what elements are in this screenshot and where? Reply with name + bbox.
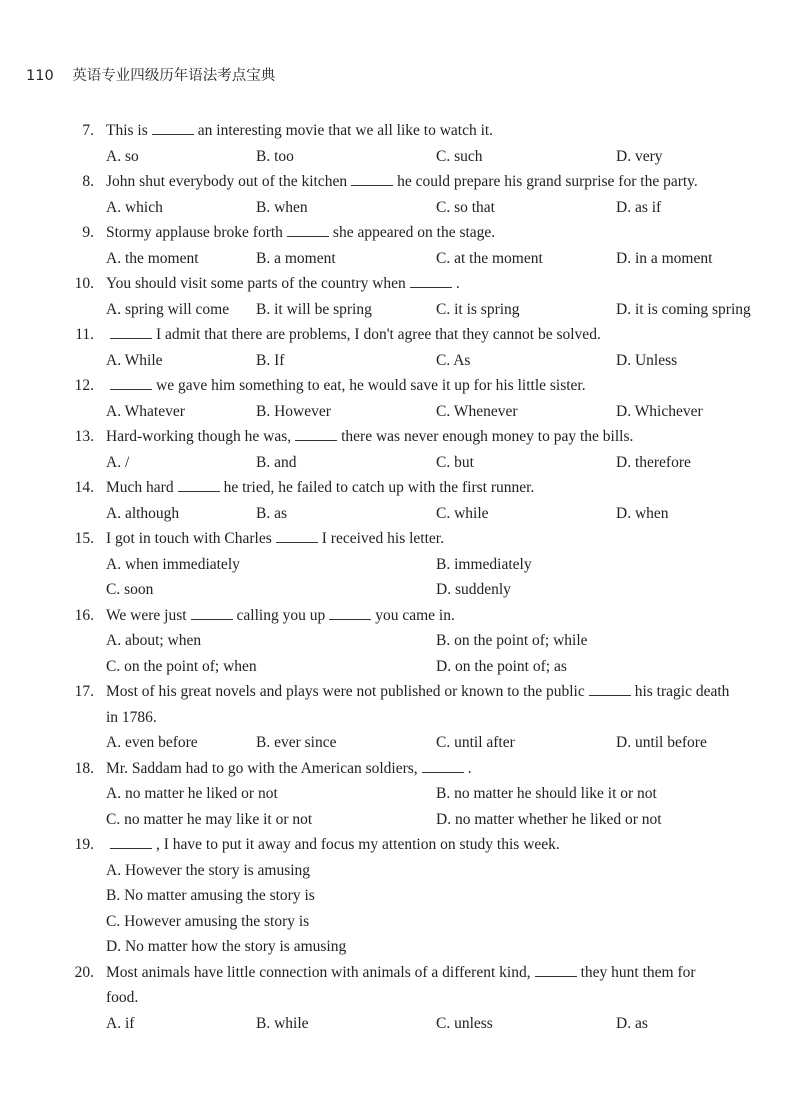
question-number: 14. bbox=[74, 479, 94, 496]
option-b: B. However bbox=[256, 402, 331, 420]
stem-post: I received his letter. bbox=[321, 530, 444, 547]
options-row bbox=[0, 399, 800, 425]
question-stem-line bbox=[0, 169, 800, 195]
stem-post: he could prepare his grand surprise for the party. bbox=[397, 173, 698, 190]
stem-text: in 1786. bbox=[106, 708, 157, 726]
question-number: 20. bbox=[74, 963, 94, 981]
question-text bbox=[106, 322, 601, 348]
options-row bbox=[0, 781, 800, 807]
question-item bbox=[0, 756, 800, 833]
option-a: A. spring will come bbox=[106, 300, 230, 318]
answer-blank bbox=[589, 681, 631, 696]
option-d: D. on the point of; as bbox=[436, 657, 567, 675]
option-d: D. no matter whether he liked or not bbox=[436, 810, 662, 828]
option-a: A. which bbox=[106, 198, 163, 216]
option-b: B. it will be spring bbox=[256, 300, 372, 318]
option-a: A. the moment bbox=[106, 249, 199, 267]
option-d: D. in a moment bbox=[616, 249, 713, 267]
stem-post: we gave him something to eat, he would save it up for his little sister. bbox=[156, 377, 586, 394]
answer-blank bbox=[351, 171, 393, 186]
question-stem-line bbox=[0, 603, 800, 629]
option-a: A. / bbox=[106, 453, 130, 471]
question-item bbox=[0, 603, 800, 680]
question-number: 8. bbox=[82, 173, 94, 190]
question-stem-line bbox=[0, 373, 800, 399]
options-row bbox=[0, 577, 800, 603]
question-stem-continuation bbox=[0, 705, 800, 731]
question-item bbox=[0, 220, 800, 271]
page-header bbox=[26, 64, 275, 85]
option-b: B. when bbox=[256, 198, 308, 216]
options-row bbox=[0, 195, 800, 221]
question-stem-line bbox=[0, 832, 800, 858]
options-row bbox=[0, 654, 800, 680]
option-c: C. such bbox=[436, 147, 483, 165]
stem-pre: Hard-working though he was, bbox=[106, 428, 292, 445]
question-stem-line bbox=[0, 220, 800, 246]
question-number: 19. bbox=[74, 836, 94, 853]
answer-blank bbox=[535, 962, 577, 977]
stem-pre: Most of his great novels and plays were not published or known to the public bbox=[106, 683, 585, 700]
option-d: D. as bbox=[616, 1014, 648, 1032]
question-item bbox=[0, 679, 800, 756]
question-text bbox=[106, 679, 729, 705]
question-stem-continuation bbox=[0, 985, 800, 1011]
question-text bbox=[106, 832, 560, 858]
question-list bbox=[0, 118, 800, 1036]
question-stem-line bbox=[0, 118, 800, 144]
stem-pre: You should visit some parts of the country when bbox=[106, 275, 406, 292]
option-d: D. No matter how the story is amusing bbox=[106, 938, 347, 955]
option-d: D. it is coming spring bbox=[616, 300, 751, 318]
answer-blank bbox=[329, 605, 371, 620]
answer-blank bbox=[152, 120, 194, 135]
options-row bbox=[0, 730, 800, 756]
option-b: B. If bbox=[256, 351, 285, 369]
stem-pre: Stormy applause broke forth bbox=[106, 224, 283, 241]
answer-blank bbox=[110, 834, 152, 849]
option-d: D. Whichever bbox=[616, 402, 703, 420]
options-row bbox=[0, 501, 800, 527]
option-d: D. suddenly bbox=[436, 581, 511, 598]
stem-post: there was never enough money to pay the bills. bbox=[341, 428, 634, 445]
stem-pre: Most animals have little connection with animals of a different kind, bbox=[106, 963, 531, 981]
stem-pre: John shut everybody out of the kitchen bbox=[106, 173, 348, 190]
option-c: C. on the point of; when bbox=[106, 657, 257, 675]
option-a: A. However the story is amusing bbox=[106, 861, 311, 879]
option-c: C. so that bbox=[436, 198, 495, 216]
answer-blank bbox=[110, 324, 152, 339]
question-text bbox=[106, 169, 698, 195]
stem-pre: Mr. Saddam had to go with the American soldiers, bbox=[106, 759, 418, 777]
option-c: C. it is spring bbox=[436, 300, 520, 318]
answer-blank bbox=[410, 273, 452, 288]
answer-blank bbox=[422, 758, 464, 773]
option-a: A. about; when bbox=[106, 632, 202, 649]
answer-blank bbox=[276, 528, 318, 543]
question-item bbox=[0, 424, 800, 475]
stem-mid: calling you up bbox=[236, 606, 326, 624]
question-number: 13. bbox=[74, 428, 94, 445]
option-b: B. No matter amusing the story is bbox=[106, 887, 315, 904]
stem-post: . bbox=[455, 275, 460, 292]
option-c: C. while bbox=[436, 504, 489, 522]
options-row bbox=[0, 628, 800, 654]
answer-blank bbox=[295, 426, 337, 441]
option-a: A. when immediately bbox=[106, 555, 240, 573]
question-number: 7. bbox=[82, 122, 94, 139]
question-item bbox=[0, 322, 800, 373]
options-row bbox=[0, 883, 800, 909]
option-d: D. very bbox=[616, 147, 663, 165]
option-d: D. when bbox=[616, 504, 669, 522]
question-number: 17. bbox=[74, 683, 94, 700]
option-c: C. However amusing the story is bbox=[106, 912, 310, 930]
question-text bbox=[106, 705, 157, 731]
answer-blank bbox=[178, 477, 220, 492]
option-a: A. if bbox=[106, 1014, 135, 1032]
options-row bbox=[0, 450, 800, 476]
stem-post: they hunt them for bbox=[580, 963, 696, 981]
question-number: 11. bbox=[75, 326, 94, 343]
option-b: B. and bbox=[256, 453, 297, 471]
options-row bbox=[0, 807, 800, 833]
option-b: B. ever since bbox=[256, 734, 337, 751]
question-text bbox=[106, 271, 460, 297]
question-stem-line bbox=[0, 424, 800, 450]
option-d: D. until before bbox=[616, 734, 707, 751]
stem-post: I admit that there are problems, I don't agree that they cannot be solved. bbox=[156, 326, 601, 343]
question-number: 15. bbox=[74, 530, 94, 547]
options-row bbox=[0, 246, 800, 272]
page-number: 110 bbox=[26, 68, 54, 84]
question-stem-line bbox=[0, 526, 800, 552]
option-c: C. As bbox=[436, 351, 471, 369]
option-c: C. Whenever bbox=[436, 402, 518, 420]
question-item bbox=[0, 118, 800, 169]
question-item bbox=[0, 475, 800, 526]
option-d: D. as if bbox=[616, 198, 662, 216]
option-a: A. no matter he liked or not bbox=[106, 785, 278, 802]
option-b: B. as bbox=[256, 504, 287, 522]
question-text bbox=[106, 118, 493, 144]
question-text bbox=[106, 756, 472, 782]
stem-post: his tragic death bbox=[634, 683, 730, 700]
question-stem-line bbox=[0, 756, 800, 782]
answer-blank bbox=[287, 222, 329, 237]
option-b: B. too bbox=[256, 147, 294, 165]
stem-pre: We were just bbox=[106, 606, 187, 624]
stem-post: you came in. bbox=[375, 606, 455, 624]
options-row bbox=[0, 1011, 800, 1037]
option-b: B. while bbox=[256, 1014, 309, 1032]
stem-post: she appeared on the stage. bbox=[332, 224, 496, 241]
question-item bbox=[0, 271, 800, 322]
question-number: 10. bbox=[74, 275, 94, 292]
stem-pre: Much hard bbox=[106, 479, 174, 496]
question-number: 12. bbox=[74, 377, 94, 394]
option-c: C. unless bbox=[436, 1014, 493, 1032]
stem-post: . bbox=[467, 759, 472, 777]
answer-blank bbox=[191, 605, 233, 620]
question-text bbox=[106, 603, 455, 629]
answer-blank bbox=[110, 375, 152, 390]
option-d: D. Unless bbox=[616, 351, 678, 369]
stem-post: an interesting movie that we all like to watch it. bbox=[197, 122, 494, 139]
option-c: C. no matter he may like it or not bbox=[106, 810, 313, 828]
option-d: D. therefore bbox=[616, 453, 691, 471]
stem-pre: This is bbox=[106, 122, 148, 139]
options-row bbox=[0, 297, 800, 323]
option-c: C. until after bbox=[436, 734, 515, 751]
option-c: C. but bbox=[436, 453, 474, 471]
question-stem-line bbox=[0, 271, 800, 297]
options-row bbox=[0, 348, 800, 374]
question-item bbox=[0, 832, 800, 960]
option-b: B. no matter he should like it or not bbox=[436, 785, 657, 802]
question-stem-line bbox=[0, 322, 800, 348]
question-number: 9. bbox=[82, 224, 94, 241]
option-a: A. so bbox=[106, 147, 139, 165]
option-b: B. a moment bbox=[256, 249, 336, 267]
question-stem-line bbox=[0, 679, 800, 705]
question-item bbox=[0, 960, 800, 1037]
options-row bbox=[0, 552, 800, 578]
question-text bbox=[106, 985, 138, 1011]
options-row bbox=[0, 858, 800, 884]
stem-text: food. bbox=[106, 989, 139, 1006]
question-number: 16. bbox=[74, 606, 94, 624]
option-a: A. While bbox=[106, 351, 163, 369]
options-row bbox=[0, 934, 800, 960]
question-text bbox=[106, 373, 586, 399]
question-text bbox=[106, 475, 534, 501]
option-a: A. even before bbox=[106, 734, 198, 751]
option-b: B. immediately bbox=[436, 555, 532, 573]
option-b: B. on the point of; while bbox=[436, 632, 588, 649]
question-text bbox=[106, 424, 633, 450]
option-c: C. at the moment bbox=[436, 249, 543, 267]
option-c: C. soon bbox=[106, 581, 154, 598]
question-item bbox=[0, 373, 800, 424]
stem-post: he tried, he failed to catch up with the first runner. bbox=[223, 479, 535, 496]
question-stem-line bbox=[0, 475, 800, 501]
option-a: A. Whatever bbox=[106, 402, 185, 420]
options-row bbox=[0, 909, 800, 935]
options-row bbox=[0, 144, 800, 170]
question-stem-line bbox=[0, 960, 800, 986]
question-text bbox=[106, 960, 696, 986]
option-a: A. although bbox=[106, 504, 180, 522]
stem-post: , I have to put it away and focus my attention on study this week. bbox=[156, 836, 560, 853]
question-text bbox=[106, 220, 495, 246]
stem-pre: I got in touch with Charles bbox=[106, 530, 272, 547]
question-item bbox=[0, 526, 800, 603]
question-text bbox=[106, 526, 444, 552]
question-number: 18. bbox=[74, 759, 94, 777]
question-item bbox=[0, 169, 800, 220]
book-title: 英语专业四级历年语法考点宝典 bbox=[72, 68, 276, 84]
